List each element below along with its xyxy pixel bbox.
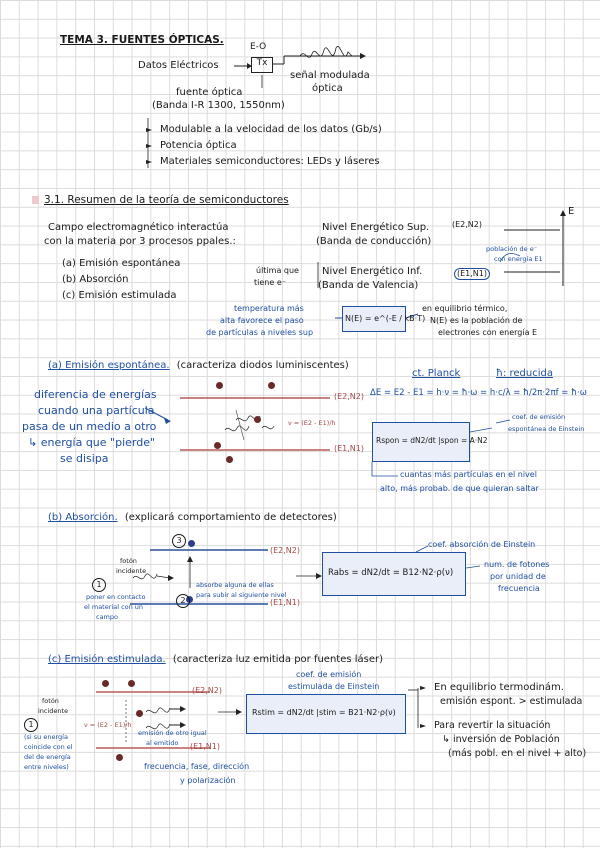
electron-dot bbox=[116, 754, 123, 761]
absorbe-note-2: para subir al siguiente nivel bbox=[196, 591, 287, 599]
electron-dot bbox=[216, 382, 223, 389]
section-title: 3.1. Resumen de la teoría de semiconductores bbox=[44, 194, 289, 206]
poblacion-note-2: con energía E1 bbox=[494, 255, 543, 263]
source-label-2: (Banda I-R 1300, 1550nm) bbox=[152, 100, 285, 111]
equilibrium-note-1: en equilibrio térmico, bbox=[422, 304, 508, 313]
part-b-title bbox=[48, 512, 337, 524]
e2n2-label: (E2,N2) bbox=[270, 546, 301, 555]
foton-label-2: incidente bbox=[116, 567, 147, 575]
ultima-label-1: última que bbox=[256, 266, 299, 275]
energy-note-2: coincide con el bbox=[24, 743, 73, 751]
nivel-sup-sub: (Banda de conducción) bbox=[316, 236, 432, 247]
revertir-note-1: Para revertir la situación bbox=[434, 720, 551, 731]
e1n1-label: (E1,N1) bbox=[454, 268, 490, 280]
electron-dot bbox=[188, 540, 195, 547]
foton-label-1: fotón bbox=[42, 697, 59, 705]
electron-dot bbox=[128, 680, 135, 687]
rstim-formula: Rstim = dN2/dt |stim = B21·N2·ρ(ν) bbox=[252, 708, 396, 717]
tx-box: Tx bbox=[251, 57, 273, 73]
nivel-inf-label: Nivel Energético Inf. bbox=[322, 266, 423, 277]
coef-c-note-2: estimulada de Einstein bbox=[288, 682, 380, 691]
step-1-marker: 1 bbox=[24, 718, 38, 732]
nivel-sup-label: Nivel Energético Sup. bbox=[322, 222, 430, 233]
emision-note-1: emisión de otro igual bbox=[138, 729, 207, 737]
intro-line-1: Campo electromagnético interactúa bbox=[48, 222, 229, 233]
h-reducida-label: ħ: reducida bbox=[496, 368, 553, 379]
population-formula: N(E) = e^(-E / kB·T) bbox=[345, 314, 426, 323]
output-label-2: óptica bbox=[312, 83, 343, 94]
energy-note-1: (si su energía bbox=[24, 733, 68, 741]
eo-label: E-O bbox=[250, 42, 267, 52]
source-label-1: fuente óptica bbox=[176, 87, 243, 98]
bullet-item: Potencia óptica bbox=[160, 140, 237, 151]
part-b-subtitle: (explicará comportamiento de detectores) bbox=[124, 512, 337, 523]
delta-e-formula: ΔE = E2 - E1 = h·ν = ħ·ω = h·c/λ = ħ/2π·2πf = ħ·ω bbox=[370, 388, 587, 398]
ultima-label-2: tiene e⁻ bbox=[254, 278, 286, 287]
temp-note-1: temperatura más bbox=[234, 304, 304, 313]
diff-note-5: se disipa bbox=[60, 452, 109, 465]
energy-axis-label: E bbox=[568, 206, 575, 217]
part-c-title bbox=[48, 654, 383, 666]
electron-dot bbox=[214, 442, 221, 449]
particles-note-1: cuantas más partículas en el nivel bbox=[400, 470, 537, 479]
page-title: TEMA 3. FUENTES ÓPTICAS. bbox=[60, 34, 224, 46]
diff-note-2: cuando una partícula bbox=[38, 404, 155, 417]
absorbe-note-1: absorbe alguna de ellas bbox=[196, 581, 274, 589]
freq-note-2: y polarización bbox=[180, 776, 236, 785]
nu-label: ν = (E2 - E1)/h bbox=[84, 721, 132, 729]
e1n1-label: (E1,N1) bbox=[190, 742, 221, 751]
electron-dot bbox=[226, 456, 233, 463]
photons-note-2: por unidad de bbox=[490, 572, 546, 581]
e2n2-label: (E2,N2) bbox=[192, 686, 223, 695]
foton-label-2: incidente bbox=[38, 707, 69, 715]
nu-label: ν = (E2 - E1)/h bbox=[288, 419, 336, 427]
equilibrium-note-3: electrones con energía E bbox=[438, 328, 538, 337]
e1n1-label: (E1,N1) bbox=[334, 444, 365, 453]
intro-line-2: con la materia por 3 procesos ppales.: bbox=[44, 236, 236, 247]
equilibrium-note-2: N(E) es la población de bbox=[430, 316, 523, 325]
part-a-heading: (a) Emisión espontánea. bbox=[48, 360, 170, 371]
output-label-1: señal modulada bbox=[290, 70, 370, 81]
part-a-title bbox=[48, 360, 349, 372]
proceso-item: (a) Emisión espontánea bbox=[62, 258, 181, 269]
freq-note-1: frecuencia, fase, dirección bbox=[144, 762, 250, 771]
step-1-note-1: poner en contacto bbox=[86, 593, 146, 601]
e1n1-label: (E1,N1) bbox=[270, 598, 301, 607]
part-b-heading: (b) Absorción. bbox=[48, 512, 118, 523]
foton-label-1: fotón bbox=[120, 557, 137, 565]
nivel-inf-sub: (Banda de Valencia) bbox=[318, 280, 419, 291]
step-1-marker: 1 bbox=[92, 578, 106, 592]
diff-note-1: diferencia de energías bbox=[34, 388, 157, 401]
temp-note-2: alta favorece el paso bbox=[220, 316, 304, 325]
energy-note-4: entre niveles) bbox=[24, 763, 69, 771]
electron-dot bbox=[254, 416, 261, 423]
proceso-item: (c) Emisión estimulada bbox=[62, 290, 177, 301]
e2n2-label: (E2,N2) bbox=[452, 220, 483, 229]
poblacion-note-1: población de e⁻ bbox=[486, 245, 538, 253]
section-marker bbox=[32, 196, 39, 204]
photons-note-3: frecuencia bbox=[498, 584, 540, 593]
coef-a-note-2: espontánea de Einstein bbox=[508, 425, 585, 433]
equilibrium-c-1: En equilibrio termodinám. bbox=[434, 682, 564, 693]
proceso-item: (b) Absorción bbox=[62, 274, 129, 285]
electron-dot bbox=[268, 382, 275, 389]
bullet-item: Modulable a la velocidad de los datos (Gb/s) bbox=[160, 124, 382, 135]
step-3-marker: 3 bbox=[172, 534, 186, 548]
ct-planck-label: ct. Planck bbox=[412, 368, 461, 379]
energy-note-3: del de energía bbox=[24, 753, 71, 761]
coef-c-note-1: coef. de emisión bbox=[296, 670, 362, 679]
electron-dot bbox=[102, 680, 109, 687]
part-a-subtitle: (caracteriza diodos luminiscentes) bbox=[176, 360, 349, 371]
diff-note-3: pasa de un medio a otro bbox=[22, 420, 157, 433]
bullet-item: Materiales semiconductores: LEDs y láseres bbox=[160, 156, 380, 167]
temp-note-3: de partículas a niveles sup bbox=[206, 328, 314, 337]
e2n2-label: (E2,N2) bbox=[334, 392, 365, 401]
emision-note-2: al emitido bbox=[146, 739, 179, 747]
coef-a-note-1: coef. de emisión bbox=[512, 413, 566, 421]
revertir-note-2: ↳ inversión de Población bbox=[442, 734, 560, 745]
photons-note-1: num. de fotones bbox=[484, 560, 550, 569]
diff-note-4: ↳ energía que "pierde" bbox=[28, 436, 156, 449]
electron-dot bbox=[136, 710, 143, 717]
part-c-subtitle: (caracteriza luz emitida por fuentes láser) bbox=[172, 654, 384, 665]
step-2-marker: 2 bbox=[176, 594, 190, 608]
step-1-note-2: el material con un bbox=[84, 603, 144, 611]
input-label: Datos Eléctricos bbox=[138, 60, 219, 71]
rspon-formula: Rspon = dN2/dt |spon = A·N2 bbox=[376, 436, 488, 445]
particles-note-2: alto, más probab. de que quieran saltar bbox=[380, 484, 539, 493]
coef-b-note: coef. absorción de Einstein bbox=[428, 540, 536, 549]
step-1-note-3: campo bbox=[96, 613, 118, 621]
revertir-note-3: (más pobl. en el nivel + alto) bbox=[448, 748, 587, 759]
rabs-formula: Rabs = dN2/dt = B12·N2·ρ(ν) bbox=[328, 568, 454, 578]
equilibrium-c-2: emisión espont. > estimulada bbox=[440, 696, 583, 707]
part-c-heading: (c) Emisión estimulada. bbox=[48, 654, 166, 665]
